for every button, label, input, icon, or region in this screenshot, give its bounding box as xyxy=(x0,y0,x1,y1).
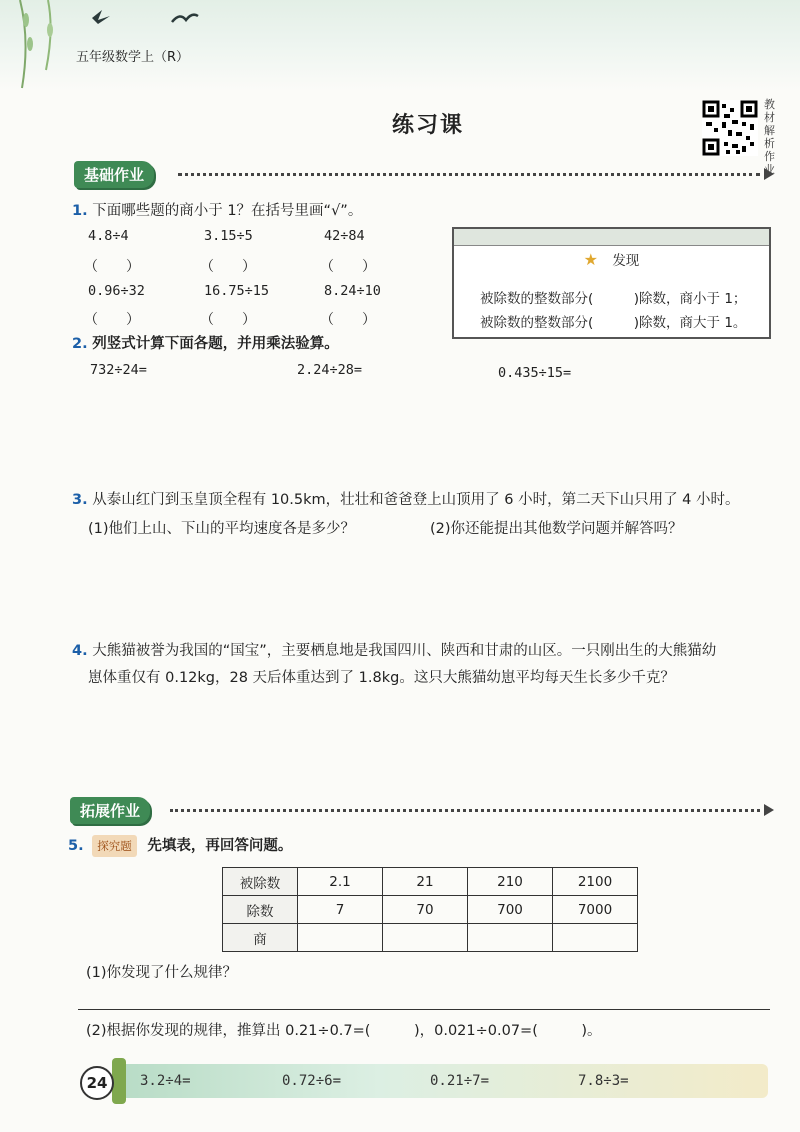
willow-decoration-icon xyxy=(0,0,110,90)
bamboo-icon xyxy=(112,1058,126,1104)
table-cell: 70 xyxy=(383,896,468,924)
q1-expr: 3.15÷5 xyxy=(204,228,253,244)
row-label: 商 xyxy=(223,924,298,952)
arrow-icon xyxy=(764,804,774,816)
star-icon: ★ xyxy=(583,250,599,269)
q5-sub-1: (1)你发现了什么规律？ xyxy=(86,965,238,981)
qr-caption: 教材解析作业 xyxy=(764,98,775,176)
q1-expr: 42÷84 xyxy=(324,228,365,244)
answer-line[interactable] xyxy=(78,1009,770,1010)
question-number: 3. xyxy=(72,492,88,508)
table-row xyxy=(223,896,638,924)
question-2 xyxy=(72,334,339,354)
discovery-line-1: 被除数的整数部分( )除数，商小于 1； xyxy=(480,291,747,307)
question-number: 1. xyxy=(72,203,88,219)
table-cell: 21 xyxy=(383,868,468,896)
table-cell: 210 xyxy=(468,868,553,896)
answer-blank[interactable]: （ ） xyxy=(200,259,256,275)
footer-expr: 0.21÷7= xyxy=(430,1073,490,1089)
question-3 xyxy=(72,490,740,510)
q3-sub-2: (2)你还能提出其他数学问题并解答吗？ xyxy=(430,521,683,537)
row-label: 被除数 xyxy=(223,868,298,896)
table-cell: 7 xyxy=(298,896,383,924)
answer-blank[interactable]: （ ） xyxy=(320,312,376,328)
page-number: 24 xyxy=(80,1066,114,1100)
page-title: 练习课 xyxy=(391,113,464,138)
quotient-blank[interactable] xyxy=(383,924,468,952)
q1-expr: 16.75÷15 xyxy=(204,283,270,299)
section-divider xyxy=(178,173,760,176)
question-text: 先填表，再回答问题。 xyxy=(147,838,293,854)
table-cell: 7000 xyxy=(553,896,638,924)
q1-expr: 0.96÷32 xyxy=(88,283,145,299)
question-1 xyxy=(72,201,362,221)
qr-code-icon[interactable] xyxy=(702,100,758,156)
answer-blank[interactable]: （ ） xyxy=(84,259,140,275)
table-cell: 700 xyxy=(468,896,553,924)
question-text: 从泰山红门到玉皇顶全程有 10.5km，壮壮和爸爸登上山顶用了 6 小时，第二天下山只用了 4 小时。 xyxy=(92,492,740,508)
question-text: 大熊猫被誉为我国的“国宝”，主要栖息地是我国四川、陕西和甘肃的山区。一只刚出生的大熊猫幼 xyxy=(92,643,717,659)
row-label: 除数 xyxy=(223,896,298,924)
section-extended-tag: 拓展作业 xyxy=(70,797,150,824)
q3-sub-1: (1)他们上山、下山的平均速度各是多少？ xyxy=(88,521,356,537)
q2-expr: 732÷24= xyxy=(90,362,147,378)
question-number: 5. xyxy=(68,838,84,854)
discovery-title: ★ 发现 xyxy=(583,250,640,269)
question-text: 下面哪些题的商小于 1？在括号里画“√”。 xyxy=(92,203,363,219)
answer-blank[interactable]: （ ） xyxy=(200,312,256,328)
bird-icon xyxy=(170,10,200,26)
question-number: 2. xyxy=(72,336,88,352)
quotient-blank[interactable] xyxy=(553,924,638,952)
q1-expr: 4.8÷4 xyxy=(88,228,129,244)
discovery-box xyxy=(452,227,771,339)
section-divider xyxy=(170,809,760,812)
arrow-icon xyxy=(764,168,774,180)
answer-blank[interactable]: （ ） xyxy=(84,312,140,328)
table-cell: 2100 xyxy=(553,868,638,896)
q1-expr: 8.24÷10 xyxy=(324,283,381,299)
book-label: 五年级数学上（R） xyxy=(76,50,190,65)
question-5 xyxy=(68,835,292,857)
explore-tag: 探究题 xyxy=(92,835,137,857)
q2-expr: 2.24÷28= xyxy=(297,362,363,378)
answer-blank[interactable]: （ ） xyxy=(320,259,376,275)
q2-expr: 0.435÷15= xyxy=(498,365,572,381)
table-row xyxy=(223,924,638,952)
footer-expr: 3.2÷4= xyxy=(140,1073,191,1089)
discovery-box-header xyxy=(454,229,769,246)
discovery-line-2: 被除数的整数部分( )除数，商大于 1。 xyxy=(480,315,747,331)
section-basic-tag: 基础作业 xyxy=(74,161,154,188)
division-table xyxy=(222,867,638,952)
footer-expr: 7.8÷3= xyxy=(578,1073,629,1089)
table-cell: 2.1 xyxy=(298,868,383,896)
q5-sub-2: (2)根据你发现的规律，推算出 0.21÷0.7=( )，0.021÷0.07=( )。 xyxy=(86,1023,602,1039)
question-number: 4. xyxy=(72,643,88,659)
header-background xyxy=(0,0,800,90)
quotient-blank[interactable] xyxy=(298,924,383,952)
footer-expr: 0.72÷6= xyxy=(282,1073,342,1089)
quotient-blank[interactable] xyxy=(468,924,553,952)
question-text: 列竖式计算下面各题，并用乘法验算。 xyxy=(92,336,339,352)
question-4-line-2: 崽体重仅有 0.12kg，28 天后体重达到了 1.8kg。这只大熊猫幼崽平均每天生长多少千克？ xyxy=(88,670,675,686)
table-row xyxy=(223,868,638,896)
question-4 xyxy=(72,641,716,661)
